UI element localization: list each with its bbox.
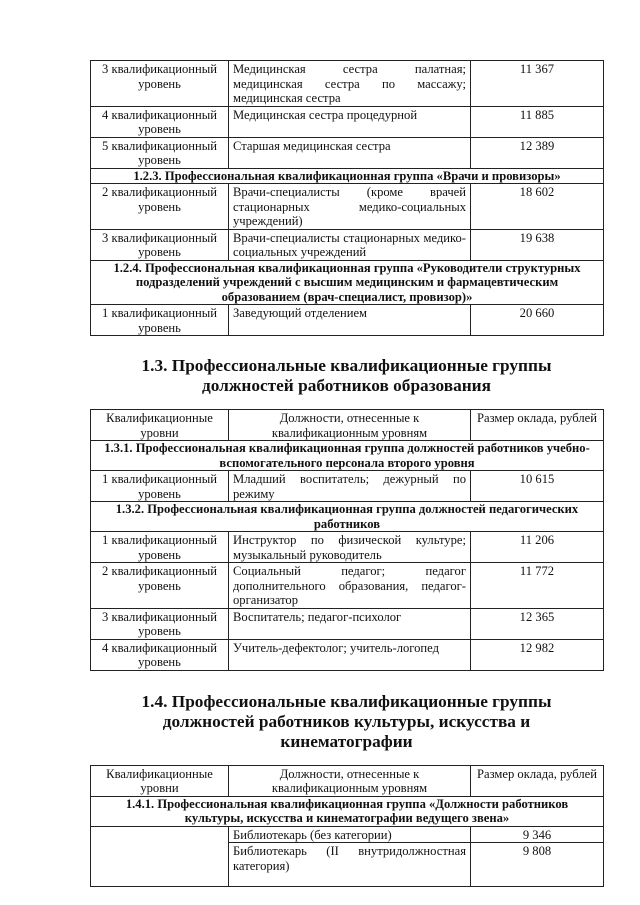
group-row <box>91 441 604 471</box>
position-name: Медицинская сестра палатная; медицинская сестра по массажу; медицинская сестра <box>229 61 471 107</box>
group-row <box>91 260 604 305</box>
document-page <box>90 60 603 887</box>
column-header-salary: Размер оклада, рублей <box>471 765 604 796</box>
salary-value: 19 638 <box>471 229 604 260</box>
salary-value: 12 365 <box>471 608 604 639</box>
header-row <box>91 765 604 796</box>
table-row <box>91 184 604 230</box>
salary-value: 18 602 <box>471 184 604 230</box>
table-row <box>91 106 604 137</box>
table-row <box>91 229 604 260</box>
group-title: 1.2.4. Профессиональная квалификационная группа «Руководители структурных подразделений учреждений с высшим медицинским и фармацевтическим образованием (врач-специалист, провизор)» <box>91 260 604 305</box>
group-title: 1.3.1. Профессиональная квалификационная группа должностей работников учебно-вспомогательного персонала второго уровня <box>91 441 604 471</box>
salary-value: 11 772 <box>471 563 604 609</box>
group-row <box>91 502 604 532</box>
position-name: Библиотекарь (II внутридолжностная категория) <box>229 843 471 887</box>
culture-salary-table <box>90 765 604 888</box>
salary-value: 9 346 <box>471 826 604 843</box>
qualification-level <box>91 826 229 887</box>
qualification-level: 1 квалификационный уровень <box>91 305 229 336</box>
column-header-position: Должности, отнесенные к квалификационным уровням <box>229 410 471 441</box>
qualification-level: 5 квалификационный уровень <box>91 137 229 168</box>
qualification-level: 3 квалификационный уровень <box>91 229 229 260</box>
qualification-level: 4 квалификационный уровень <box>91 106 229 137</box>
position-name: Библиотекарь (без категории) <box>229 826 471 843</box>
salary-value: 11 206 <box>471 532 604 563</box>
salary-value: 11 367 <box>471 61 604 107</box>
column-header-salary: Размер оклада, рублей <box>471 410 604 441</box>
section-heading: 1.4. Профессиональные квалификационные группы должностей работников культуры, искусства и кинематографии <box>141 691 552 751</box>
group-title: 1.4.1. Профессиональная квалификационная группа «Должности работников культуры, искусства и кинематографии ведущего звена» <box>91 796 604 826</box>
qualification-level: 4 квалификационный уровень <box>91 639 229 670</box>
section-heading: 1.3. Профессиональные квалификационные группы должностей работников образования <box>141 356 552 395</box>
group-title: 1.3.2. Профессиональная квалификационная группа должностей педагогических работников <box>91 502 604 532</box>
education-salary-table <box>90 409 604 671</box>
column-header-level: Квалификационные уровни <box>91 410 229 441</box>
position-name: Старшая медицинская сестра <box>229 137 471 168</box>
table-row <box>91 608 604 639</box>
salary-value: 11 885 <box>471 106 604 137</box>
qualification-level: 2 квалификационный уровень <box>91 184 229 230</box>
qualification-level: 1 квалификационный уровень <box>91 471 229 502</box>
header-row <box>91 410 604 441</box>
table-row <box>91 61 604 107</box>
group-row <box>91 796 604 826</box>
salary-value: 20 660 <box>471 305 604 336</box>
table-row <box>91 305 604 336</box>
qualification-level: 3 квалификационный уровень <box>91 608 229 639</box>
position-name: Учитель-дефектолог; учитель-логопед <box>229 639 471 670</box>
salary-value: 10 615 <box>471 471 604 502</box>
position-name: Врачи-специалисты стационарных медико-социальных учреждений <box>229 229 471 260</box>
position-name: Младший воспитатель; дежурный по режиму <box>229 471 471 502</box>
column-header-level: Квалификационные уровни <box>91 765 229 796</box>
table-row <box>91 532 604 563</box>
table-row <box>91 826 604 843</box>
position-name: Инструктор по физической культуре; музыкальный руководитель <box>229 532 471 563</box>
medical-salary-table <box>90 60 604 336</box>
table-row <box>91 137 604 168</box>
position-name: Врачи-специалисты (кроме врачей стационарных медико-социальных учреждений) <box>229 184 471 230</box>
salary-value: 12 982 <box>471 639 604 670</box>
salary-value: 12 389 <box>471 137 604 168</box>
qualification-level: 3 квалификационный уровень <box>91 61 229 107</box>
salary-value: 9 808 <box>471 843 604 887</box>
table-row <box>91 639 604 670</box>
qualification-level: 1 квалификационный уровень <box>91 532 229 563</box>
group-title: 1.2.3. Профессиональная квалификационная группа «Врачи и провизоры» <box>91 168 604 184</box>
column-header-position: Должности, отнесенные к квалификационным уровням <box>229 765 471 796</box>
position-name: Заведующий отделением <box>229 305 471 336</box>
position-name: Социальный педагог; педагог дополнительного образования, педагог-организатор <box>229 563 471 609</box>
position-name: Медицинская сестра процедурной <box>229 106 471 137</box>
position-name: Воспитатель; педагог-психолог <box>229 608 471 639</box>
qualification-level: 2 квалификационный уровень <box>91 563 229 609</box>
table-row <box>91 563 604 609</box>
table-row <box>91 471 604 502</box>
group-row <box>91 168 604 184</box>
